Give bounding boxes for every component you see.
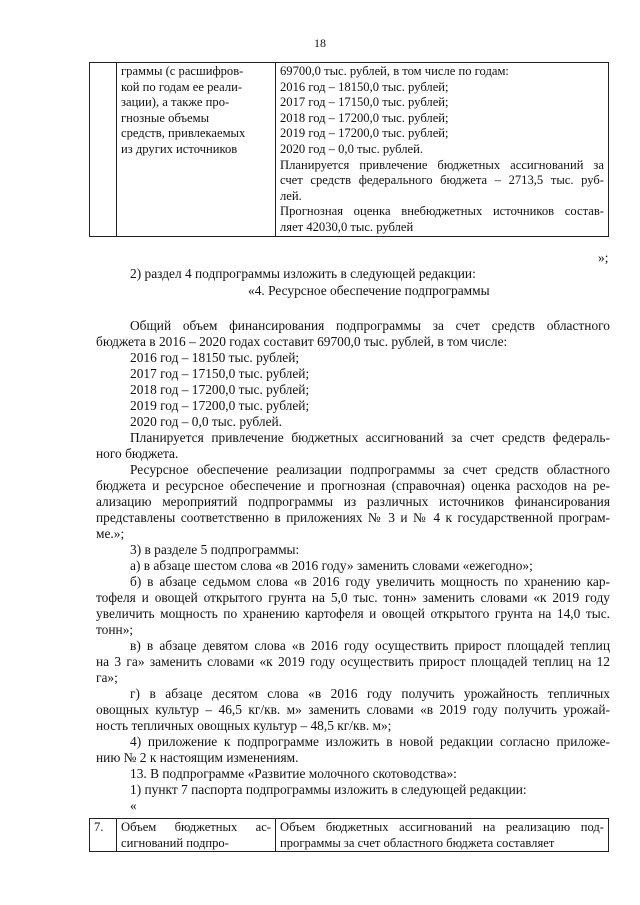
- paragraph-line: нию № 2 к настоящим изменениям.: [96, 750, 299, 765]
- cell-line: Объем бюджетных ас-: [121, 820, 271, 834]
- cell-line: Планируется привлечение бюджетных ассигнований за: [280, 157, 604, 172]
- cell-line: ляет 42030,0 тыс. рублей: [280, 219, 414, 234]
- row-number: 7.: [94, 820, 104, 834]
- paragraph-line: ного бюджета.: [96, 446, 179, 461]
- paragraph-line: 2) раздел 4 подпрограммы изложить в следующей редакции:: [130, 266, 476, 281]
- paragraph-line: тофеля и овощей открытого грунта на 5,0 тыс. тонн» заменить словами «к 2019 году: [96, 590, 610, 605]
- cell-line: из других источников: [121, 141, 238, 156]
- cell-line: 2019 год – 17200,0 тыс. рублей;: [280, 126, 449, 141]
- paragraph-line: 2018 год – 17200,0 тыс. рублей;: [130, 382, 310, 397]
- paragraph-line: 2020 год – 0,0 тыс. рублей.: [130, 414, 283, 429]
- closing-quote: »;: [598, 250, 609, 265]
- paragraph-line: представлены соответственно в приложениях № 3 и № 4 к государственной програм-: [96, 510, 610, 525]
- paragraph-line: га»;: [96, 670, 118, 685]
- cell-line: 2016 год – 18150,0 тыс. рублей;: [280, 79, 449, 94]
- paragraph-line: 13. В подпрограмме «Развитие молочного скотоводства»:: [130, 766, 457, 781]
- paragraph-line: в) в абзаце девятом слова «в 2016 году осуществить прирост площадей теплиц: [130, 638, 610, 653]
- table-cell-label: [117, 63, 276, 237]
- paragraph-line: 2017 год – 17150,0 тыс. рублей;: [130, 366, 310, 381]
- table-cell-value: [276, 819, 609, 852]
- table-cell-number: [90, 819, 117, 852]
- cell-line: средств, привлекаемых: [121, 126, 246, 141]
- page-number: 18: [314, 36, 326, 50]
- paragraph-line: 1) пункт 7 паспорта подпрограммы изложить в следующей редакции:: [130, 782, 527, 797]
- opening-quote: «: [130, 798, 137, 813]
- cell-line: сигнований подпро-: [121, 835, 229, 850]
- cell-line: Прогнозная оценка внебюджетных источников состав-: [280, 204, 604, 219]
- cell-line: 2017 год – 17150,0 тыс. рублей;: [280, 95, 449, 110]
- paragraph-line: а) в абзаце шестом слова «в 2016 году» заменить словами «ежегодно»;: [130, 558, 533, 573]
- paragraph-line: Общий объем финансирования подпрограммы за счет средств областного: [130, 318, 610, 333]
- paragraph-line: ализацию мероприятий подпрограммы из различных источников финансирования: [96, 494, 610, 509]
- table-row: [90, 63, 609, 237]
- paragraph-line: тонн»;: [96, 622, 134, 637]
- paragraph-line: 2019 год – 17200,0 тыс. рублей;: [130, 398, 310, 413]
- cell-line: Объем бюджетных ассигнований на реализацию под-: [280, 820, 604, 834]
- paragraph-line: увеличить мощность по хранению картофеля и овощей открытого грунта на 14,0 тыс.: [96, 606, 610, 621]
- paragraph-line: бюджета и ресурсное обеспечение и прогнозная (справочная) оценка расходов на ре-: [96, 478, 610, 493]
- passport-table-continued: [89, 62, 609, 237]
- paragraph-line: Ресурсное обеспечение реализации подпрограммы за счет средств областного: [130, 462, 610, 477]
- cell-line: граммы (с расшифров-: [121, 64, 244, 78]
- cell-line: программы за счет областного бюджета составляет: [280, 835, 555, 850]
- table-row: [90, 819, 609, 852]
- paragraph-line: 4) приложение к подпрограмме изложить в новой редакции согласно приложе-: [130, 734, 610, 749]
- cell-line: 2018 год – 17200,0 тыс. рублей;: [280, 110, 449, 125]
- paragraph-line: 2016 год – 18150 тыс. рублей;: [130, 350, 300, 365]
- paragraph-line: овощных культур – 46,5 кг/кв. м» заменить словами «в 2019 году получить урожай-: [96, 702, 610, 717]
- paragraph-line: бюджета в 2016 – 2020 годах составит 69700,0 тыс. рублей, в том числе:: [96, 334, 508, 349]
- cell-line: зации), а также про-: [121, 95, 230, 110]
- cell-line: гнозные объемы: [121, 110, 210, 125]
- cell-line: кой по годам ее реали-: [121, 79, 243, 94]
- table-cell-value: [276, 63, 609, 237]
- cell-line: 2020 год – 0,0 тыс. рублей.: [280, 141, 423, 156]
- paragraph-line: ме.»;: [96, 526, 125, 541]
- passport-table-new: [89, 818, 609, 852]
- paragraph-line: г) в абзаце десятом слова «в 2016 году получить урожайность тепличных: [130, 686, 610, 701]
- paragraph-line: 3) в разделе 5 подпрограммы:: [130, 542, 300, 557]
- cell-line: лей.: [280, 188, 302, 203]
- table-cell-number: [90, 63, 117, 237]
- table-cell-label: [117, 819, 276, 852]
- paragraph-line: ность тепличных овощных культур – 48,5 кг/кв. м»;: [96, 718, 392, 733]
- paragraph-line: б) в абзаце седьмом слова «в 2016 году увеличить мощность по хранению кар-: [130, 574, 610, 589]
- cell-line: счет средств федерального бюджета – 2713,5 тыс. руб-: [280, 173, 604, 188]
- paragraph-line: Планируется привлечение бюджетных ассигнований за счет средств федераль-: [130, 430, 610, 445]
- cell-line: 69700,0 тыс. рублей, в том числе по годам:: [280, 64, 509, 78]
- section-heading: «4. Ресурсное обеспечение подпрограммы: [248, 283, 490, 298]
- paragraph-line: на 3 га» заменить словами «к 2019 году осуществить прирост площадей теплиц на 12: [96, 654, 610, 669]
